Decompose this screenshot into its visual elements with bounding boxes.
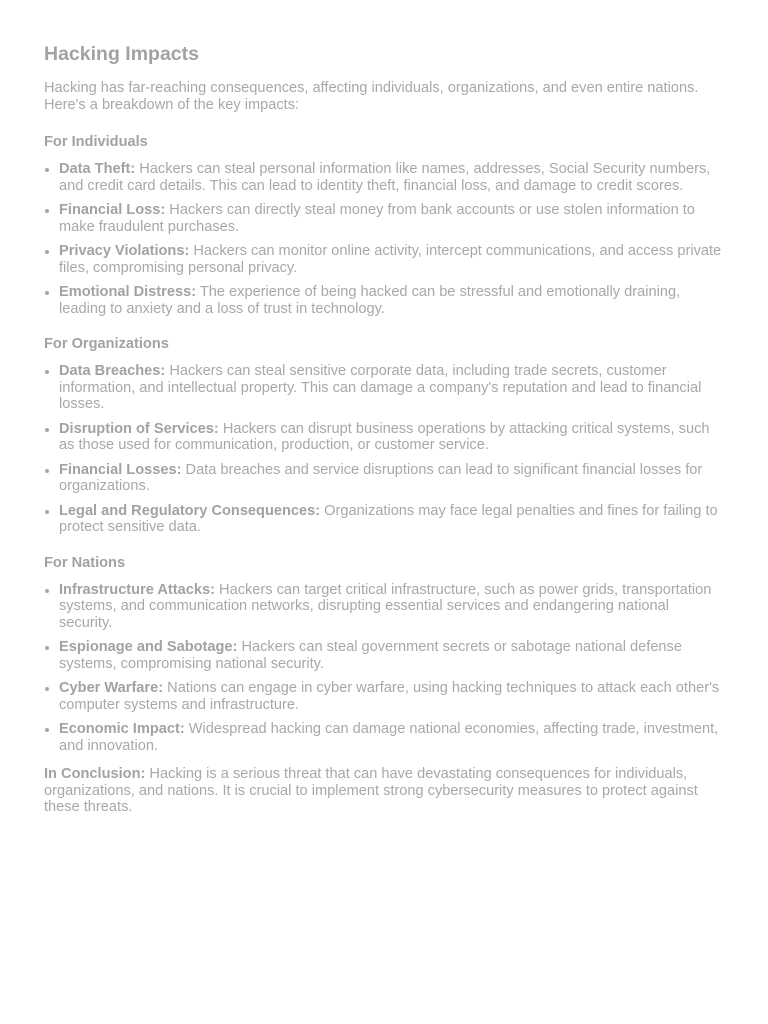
item-text: The experience of being hacked can be stressful and emotionally draining, leading to anxiety and a loss of trust in technology.	[59, 284, 681, 317]
item-term: Data Theft:	[59, 161, 136, 177]
item-text: Data breaches and service disruptions can lead to significant financial losses for organizations.	[59, 461, 703, 494]
list-item	[44, 284, 724, 317]
conclusion-paragraph	[44, 766, 724, 816]
item-term: Disruption of Services:	[59, 420, 219, 437]
list-item	[44, 721, 724, 754]
item-term: Financial Loss:	[59, 202, 166, 218]
item-term: Cyber Warfare:	[59, 680, 164, 696]
item-text: Organizations may face legal penalties and fines for failing to protect sensitive data.	[59, 502, 718, 535]
list-item	[44, 161, 724, 194]
list-item	[44, 462, 724, 495]
intro-paragraph: Hacking has far-reaching consequences, affecting individuals, organizations, and even entire nations. Here's a breakdown of the key impacts:	[44, 80, 699, 113]
item-text: Widespread hacking can damage national economies, affecting trade, investment, and innovation.	[59, 721, 719, 754]
impact-list-individuals	[44, 161, 724, 317]
list-item	[44, 243, 724, 276]
list-item	[44, 582, 724, 632]
item-term: Legal and Regulatory Consequences:	[59, 502, 321, 519]
list-item	[44, 421, 724, 454]
list-item	[44, 639, 724, 672]
list-item	[44, 503, 724, 536]
item-term: Economic Impact:	[59, 721, 185, 737]
conclusion-term: In Conclusion:	[44, 766, 146, 782]
item-text: Nations can engage in cyber warfare, using hacking techniques to attack each other's computer systems and infrastructure.	[59, 680, 720, 713]
item-text: Hackers can steal government secrets or sabotage national defense systems, compromising national security.	[59, 639, 682, 672]
item-term: Espionage and Sabotage:	[59, 639, 238, 655]
impact-list-nations	[44, 582, 724, 755]
impact-list-organizations	[44, 363, 724, 536]
item-term: Financial Losses:	[59, 461, 182, 478]
item-term: Data Breaches:	[59, 363, 166, 379]
item-text: Hackers can target critical infrastructure, such as power grids, transportation systems, and communication networks, disrupting essential services and endangering national security.	[59, 581, 712, 631]
page-title: Hacking Impacts	[44, 43, 199, 65]
section-heading-nations: For Nations	[44, 554, 126, 571]
list-item	[44, 680, 724, 713]
item-text: Hackers can steal sensitive corporate data, including trade secrets, customer information, and intellectual property. This can damage a company's reputation and lead to financial losses.	[59, 363, 702, 412]
section-heading-organizations: For Organizations	[44, 336, 169, 352]
section-heading-individuals: For Individuals	[44, 134, 148, 150]
list-item	[44, 202, 724, 235]
item-text: Hackers can monitor online activity, intercept communications, and access private files, compromising personal privacy.	[59, 243, 722, 276]
list-item	[44, 363, 724, 413]
conclusion-text: Hacking is a serious threat that can have devastating consequences for individuals, organizations, and nations. It is crucial to implement strong cybersecurity measures to protect against these threats.	[44, 766, 698, 815]
item-text: Hackers can steal personal information like names, addresses, Social Security numbers, and credit card details. This can lead to identity theft, financial loss, and damage to credit scores.	[59, 161, 711, 194]
item-term: Emotional Distress:	[59, 284, 197, 300]
item-text: Hackers can directly steal money from bank accounts or use stolen information to make fraudulent purchases.	[59, 202, 695, 235]
item-term: Privacy Violations:	[59, 243, 190, 259]
item-text: Hackers can disrupt business operations by attacking critical systems, such as those used for communication, production, or customer service.	[59, 420, 710, 453]
item-term: Infrastructure Attacks:	[59, 581, 215, 598]
